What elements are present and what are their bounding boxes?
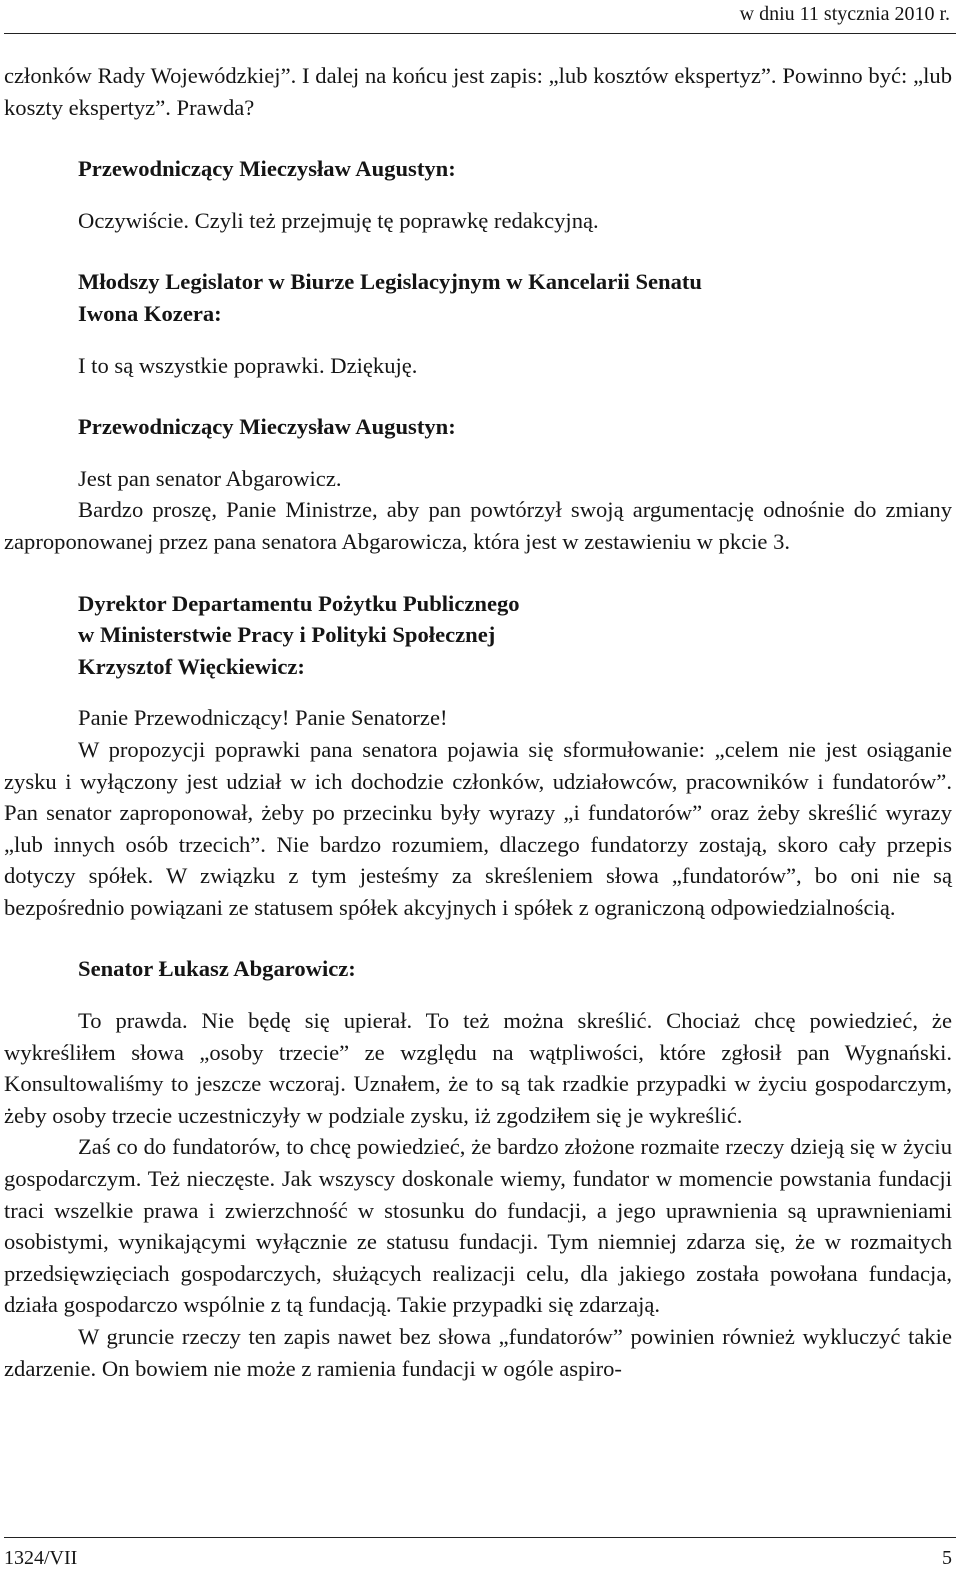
speaker-heading: [4, 153, 952, 185]
speaker-heading-line: Przewodniczący Mieczysław Augustyn:: [78, 156, 456, 182]
speaker-heading-line: w Ministerstwie Pracy i Polityki Społecznej: [78, 622, 496, 648]
paragraph: Jest pan senator Abgarowicz.: [78, 465, 342, 491]
speaker-heading: [4, 411, 952, 443]
speaker-heading: [4, 953, 952, 985]
header-divider: [4, 33, 956, 34]
paragraph: Zaś co do fundatorów, to chcę powiedzieć, że bardzo złożone rozmaite rzeczy dzieją się w życiu gospodarczym. Też nieczęste. Jak wszyscy doskonale wiemy, fundator w momencie powstania fundacji traci wszelkie prawa i zwierzchność w stosunku do fundacji, a jego uprawnienia są uprawnieniami osobistymi, wynikającymi wyłącznie ze statusu fundacji. Tym niemniej zdarza się, że w rozmaitych przedsięwzięciach gospodarczych, służących realizacji celu, dla jakiego została powołana fundacja, działa gospodarczo wspólnie z tą fundacją. Takie przypadki się zdarzają.: [4, 1134, 952, 1318]
page-number: 5: [942, 1547, 952, 1569]
document-number: 1324/VII: [4, 1547, 78, 1569]
speaker-heading-line: Senator Łukasz Abgarowicz:: [78, 956, 356, 982]
transcript-body: [4, 60, 952, 1384]
paragraph: W gruncie rzeczy ten zapis nawet bez słowa „fundatorów” powinien również wykluczyć takie zdarzenie. On bowiem nie może z ramienia fundacji w ogóle aspiro-: [4, 1324, 952, 1381]
paragraph: W propozycji poprawki pana senatora pojawia się sformułowanie: „celem nie jest osiąganie zysku i wyłączony jest udział w ich dochodzie członków, udziałowców, pracowników i fundatorów”. Pan senator zaproponował, żeby po przecinku były wyrazy „i fundatorów” oraz żeby skreślić wyrazy „lub innych osób trzecich”. Nie bardzo rozumiem, dlaczego fundatorzy zostają, skoro cały przepis dotyczy spółek. W związku z tym jesteśmy za skreśleniem słowa „fundatorów”, bo oni nie są bezpośrednio powiązani ze statusem spółek akcyjnych i spółek z ograniczoną odpowiedzialnością.: [4, 736, 952, 920]
speaker-heading: [4, 266, 952, 329]
speaker-heading-line: Młodszy Legislator w Biurze Legislacyjnym w Kancelarii Senatu: [78, 269, 702, 295]
paragraph: członków Rady Wojewódzkiej”. I dalej na końcu jest zapis: „lub kosztów ekspertyz”. Powinno być: „lub koszty ekspertyz”. Prawda?: [4, 63, 952, 120]
speaker-heading: [4, 588, 952, 683]
paragraph: Oczywiście. Czyli też przejmuję tę poprawkę redakcyjną.: [78, 207, 599, 233]
paragraph: Bardzo proszę, Panie Ministrze, aby pan powtórzył swoją argumentację odnośnie do zmiany zaproponowanej przez pana senatora Abgarowicza, która jest w zestawieniu w pkcie 3.: [4, 497, 952, 554]
speaker-heading-line: Iwona Kozera:: [78, 300, 222, 326]
speaker-heading-line: Krzysztof Więckiewicz:: [78, 653, 305, 679]
footer-divider: [4, 1537, 956, 1538]
speaker-heading-line: Przewodniczący Mieczysław Augustyn:: [78, 414, 456, 440]
paragraph: Panie Przewodniczący! Panie Senatorze!: [78, 705, 448, 731]
paragraph: I to są wszystkie poprawki. Dziękuję.: [78, 352, 418, 378]
speaker-heading-line: Dyrektor Departamentu Pożytku Publicznego: [78, 590, 520, 616]
page-header-date: w dniu 11 stycznia 2010 r.: [739, 3, 950, 25]
paragraph: To prawda. Nie będę się upierał. To też można skreślić. Chociaż chcę powiedzieć, że wykreśliłem słowa „osoby trzecie” ze względu na wątpliwości, które zgłosił pan Wygnański. Konsultowaliśmy to jeszcze wczoraj. Uznałem, że to są tak rzadkie przypadki w życiu gospodarczym, żeby osoby trzecie uczestniczyły w podziale zysku, iż zgodziłem się je wykreślić.: [4, 1008, 952, 1128]
